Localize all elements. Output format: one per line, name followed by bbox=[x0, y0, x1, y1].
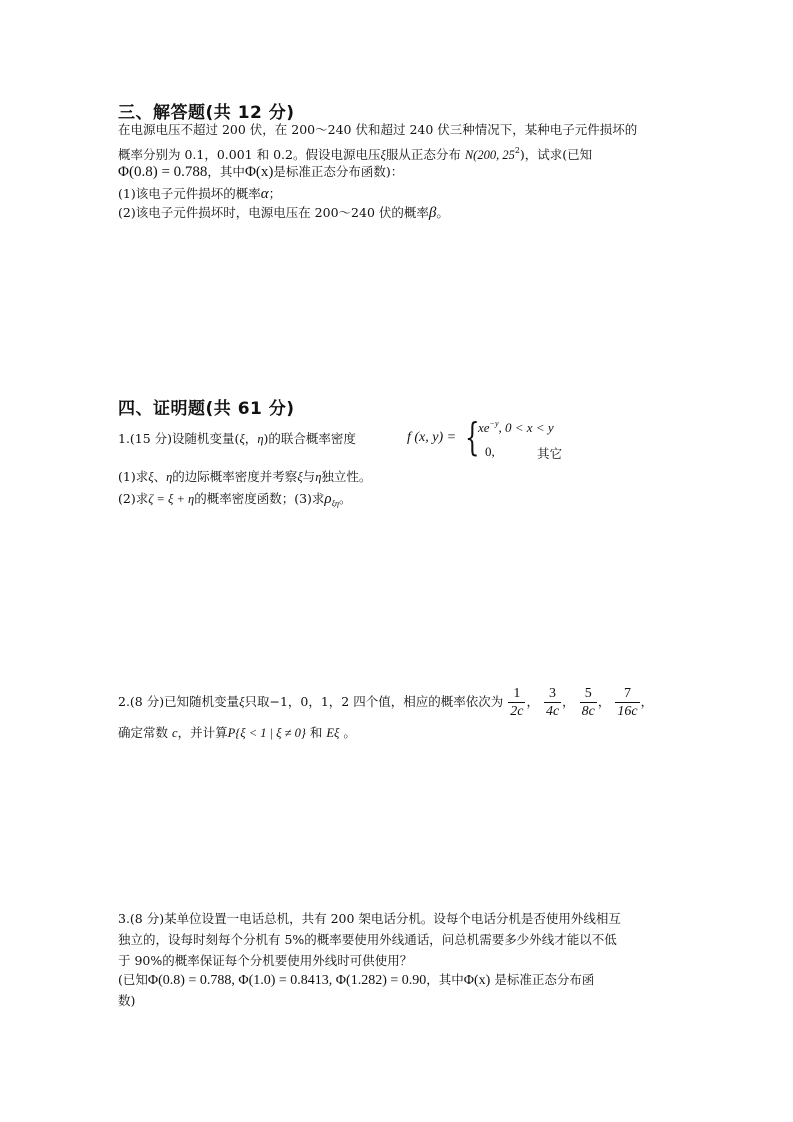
xi-symbol: ξ bbox=[239, 695, 245, 709]
rho-subscript: ξη bbox=[331, 499, 340, 508]
p2-lead: 2.(8 分)已知随机变量 bbox=[118, 694, 240, 709]
fraction-denominator: 4c bbox=[545, 704, 560, 719]
p3-line-4-text: (已知 bbox=[118, 972, 148, 987]
conditional-probability: P{ξ < 1 | ξ ≠ 0} bbox=[227, 726, 306, 740]
phi-value: Φ(0.8) = 0.788 bbox=[118, 164, 208, 180]
s3-line-2-text: 概率分别为 0.1，0.001 和 0.2。假设电源电压 bbox=[118, 147, 381, 162]
xi-symbol: ξ bbox=[297, 470, 303, 484]
density-function: f (x, y) = bbox=[407, 430, 457, 445]
xi-symbol: ξ bbox=[148, 470, 154, 484]
case-1 bbox=[478, 419, 554, 436]
p1-q2-text: (2)求 bbox=[118, 491, 149, 506]
p1-question-2 bbox=[118, 490, 352, 513]
case-2-expr: 0, bbox=[485, 444, 495, 459]
s3-question-1 bbox=[118, 185, 281, 203]
s3-q2-end: 。 bbox=[436, 205, 449, 220]
fraction-numerator: 7 bbox=[623, 686, 631, 701]
p2-line-1 bbox=[118, 684, 653, 720]
zeta-expr: ζ = ξ + η bbox=[148, 492, 195, 506]
p3-line-1: 3.(8 分)某单位设置一电话总机，共有 200 架电话分机。设每个电话分机是否使用外线相互 bbox=[118, 911, 621, 926]
p1-q2-text-b: 的概率密度函数；(3)求 bbox=[194, 491, 325, 506]
case-1-expr: xe bbox=[478, 420, 490, 435]
left-brace: { bbox=[465, 415, 480, 459]
p1-q1-text-d: 与 bbox=[302, 469, 316, 484]
fraction-denominator: 2c bbox=[510, 704, 524, 719]
p2-mid: 只取−1，0，1，2 四个值，相应的概率依次为 bbox=[244, 694, 504, 709]
fraction-1 bbox=[508, 685, 525, 720]
fraction-sep: ， bbox=[562, 694, 575, 709]
p2-end: 。 bbox=[343, 725, 356, 740]
p1-q2-end: 。 bbox=[339, 491, 352, 506]
p1-lead-text: 1.(15 分)设随机变量( bbox=[118, 431, 240, 446]
phi-values: Φ(0.8) = 0.788, Φ(1.0) = 0.8413, Φ(1.282) = 0.90 bbox=[147, 973, 427, 988]
p1-lead bbox=[118, 430, 356, 448]
fraction-4 bbox=[615, 685, 639, 720]
phi-x: Φ(x) bbox=[463, 973, 491, 988]
s3-q1-end: ； bbox=[268, 186, 282, 201]
fraction-sep: ， bbox=[526, 694, 539, 709]
case-1-cond: , 0 < x < y bbox=[498, 420, 554, 435]
p3-line-4-text-b: ，其中 bbox=[426, 972, 464, 987]
p1-comma: ， bbox=[244, 431, 258, 446]
p2-and: 和 bbox=[309, 725, 323, 740]
p2-line-2-text-b: ，并计算 bbox=[177, 725, 228, 740]
normal-dist-exponent: 2 bbox=[514, 146, 520, 155]
section-4-title: 四、证明题(共 61 分) bbox=[118, 399, 295, 419]
s3-line-3-text-b: 是标准正态分布函数)： bbox=[273, 164, 404, 179]
p3-line-5: 数) bbox=[118, 993, 136, 1008]
p1-q1-sep: 、 bbox=[153, 469, 167, 484]
fraction-numerator: 5 bbox=[584, 686, 592, 701]
s3-q2-text: (2)该电子元件损坏时，电源电压在 200～240 伏的概率 bbox=[118, 205, 429, 220]
p2-line-2-text: 确定常数 bbox=[118, 725, 169, 740]
normal-dist: N(200, 25 bbox=[464, 148, 515, 162]
phi-x: Φ(x) bbox=[244, 164, 274, 180]
case-2-cond: 其它 bbox=[537, 446, 563, 461]
s3-line-2 bbox=[118, 142, 592, 164]
fraction-3 bbox=[580, 685, 597, 720]
constant-c: c bbox=[172, 726, 178, 740]
xi-symbol: ξ bbox=[380, 148, 386, 162]
fraction-denominator: 8c bbox=[581, 704, 595, 719]
p3-line-2: 独立的，设每时刻每个分机有 5%的概率要使用外线通话，问总机需要多少外线才能以不低 bbox=[118, 932, 617, 947]
fraction-denominator: 16c bbox=[617, 704, 638, 719]
s3-line-1: 在电源电压不超过 200 伏，在 200～240 伏和超过 240 伏三种情况下，某种电子元件损坏的 bbox=[118, 122, 638, 137]
rho-symbol: ρ bbox=[324, 491, 332, 507]
section-3-title: 三、解答题(共 12 分) bbox=[118, 103, 295, 123]
eta-symbol: η bbox=[257, 432, 264, 446]
xi-symbol: ξ bbox=[239, 432, 245, 446]
beta-symbol: β bbox=[428, 205, 437, 221]
case-1-exponent: −y bbox=[489, 419, 499, 428]
fraction-numerator: 3 bbox=[549, 686, 557, 701]
s3-line-3 bbox=[118, 163, 403, 181]
s3-question-2 bbox=[118, 204, 449, 222]
p1-q1-text-e: 独立性。 bbox=[321, 469, 372, 484]
p3-line-3: 于 90%的概率保证每个分机要使用外线时可供使用？ bbox=[118, 953, 413, 968]
fraction-sep: ， bbox=[640, 694, 654, 709]
p1-question-1 bbox=[118, 468, 371, 486]
s3-line-2-text-c: )，试求(已知 bbox=[519, 147, 593, 162]
s3-q1-text: (1)该电子元件损坏的概率 bbox=[118, 186, 261, 201]
s3-line-2-text-b: 服从正态分布 bbox=[385, 147, 461, 162]
s3-line-3-text: ，其中 bbox=[207, 164, 245, 179]
expectation: Eξ bbox=[326, 726, 340, 740]
p1-lead-text-b: )的联合概率密度 bbox=[263, 431, 356, 446]
p2-line-2 bbox=[118, 724, 356, 742]
fraction-sep: ， bbox=[597, 694, 611, 709]
p1-q1-text: (1)求 bbox=[118, 469, 149, 484]
fraction-numerator: 1 bbox=[513, 686, 521, 701]
eta-symbol: η bbox=[166, 470, 173, 484]
fraction-2 bbox=[544, 685, 561, 720]
eta-symbol: η bbox=[315, 470, 322, 484]
p3-line-4 bbox=[118, 971, 594, 990]
p1-q1-text-c: 的边际概率密度并考察 bbox=[172, 469, 298, 484]
p3-line-4-text-c: 是标准正态分布函 bbox=[494, 972, 595, 987]
alpha-symbol: α bbox=[260, 186, 269, 202]
